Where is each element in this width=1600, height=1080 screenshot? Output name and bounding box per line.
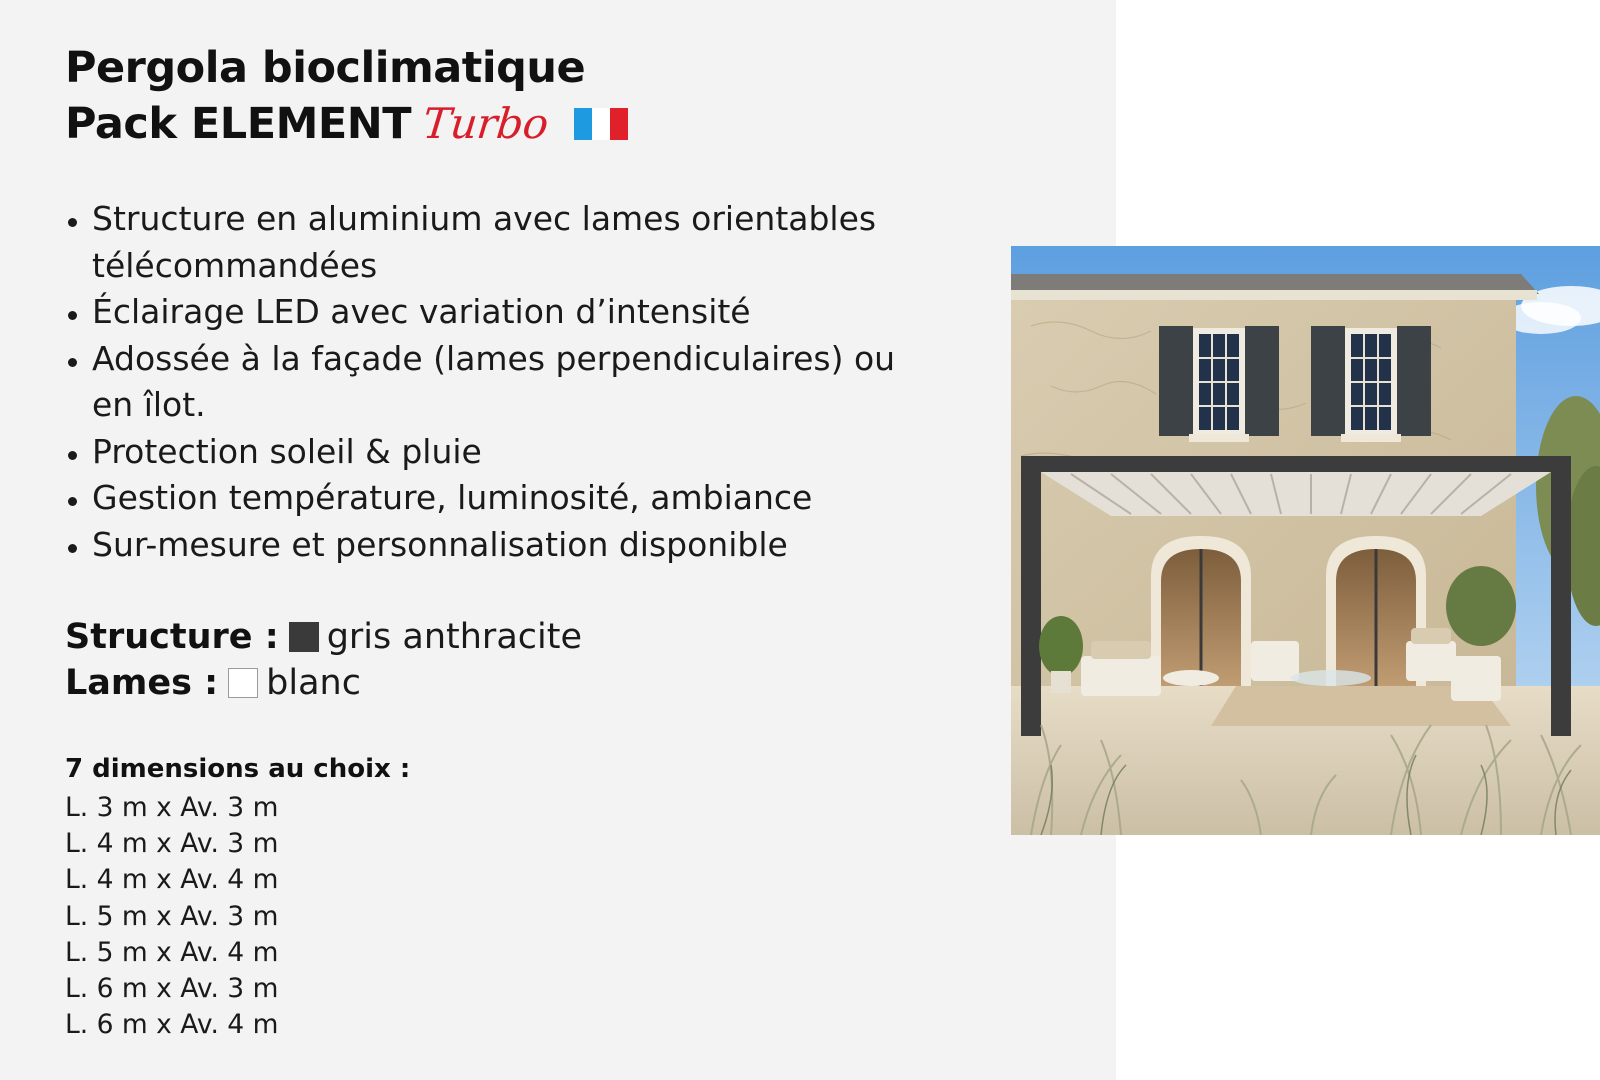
dimension-item: L. 4 m x Av. 3 m bbox=[65, 828, 279, 860]
feature-item: Adossée à la façade (lames perpendiculaires) ou en îlot. bbox=[65, 336, 945, 429]
anthracite-swatch bbox=[289, 622, 319, 652]
feature-item: Éclairage LED avec variation d’intensité bbox=[65, 289, 945, 336]
white-swatch bbox=[228, 668, 258, 698]
dimension-item: L. 3 m x Av. 3 m bbox=[65, 792, 279, 823]
dimension-item: L. 6 m x Av. 3 m bbox=[65, 973, 279, 1005]
feature-item: Protection soleil & pluie bbox=[65, 429, 945, 476]
feature-item: Structure en aluminium avec lames orientables télécommandées bbox=[65, 196, 945, 289]
dimension-item: L. 6 m x Av. 4 m bbox=[65, 1009, 279, 1041]
flag-white-stripe bbox=[592, 108, 610, 140]
lames-label: Lames : bbox=[65, 663, 219, 703]
dimension-item: L. 5 m x Av. 3 m bbox=[65, 900, 279, 932]
feature-item: Gestion température, luminosité, ambiance bbox=[65, 475, 945, 522]
structure-color-value: gris anthracite bbox=[326, 617, 582, 657]
dimensions-list bbox=[65, 790, 410, 1043]
dimensions-section bbox=[65, 752, 410, 1043]
color-options bbox=[65, 614, 582, 706]
title-line-2 bbox=[65, 96, 628, 152]
turbo-logo-text: Turbo bbox=[420, 99, 551, 148]
lames-color-row bbox=[65, 660, 582, 706]
pack-name: Pack ELEMENT bbox=[65, 99, 412, 149]
structure-color-row bbox=[65, 614, 582, 660]
feature-item: Sur-mesure et personnalisation disponible bbox=[65, 522, 945, 569]
dimension-item: L. 4 m x Av. 4 m bbox=[65, 864, 279, 896]
french-flag-icon bbox=[574, 108, 628, 140]
lames-color-value: blanc bbox=[266, 663, 361, 703]
flag-blue-stripe bbox=[574, 108, 592, 140]
flag-red-stripe bbox=[610, 108, 628, 140]
dimension-item: L. 5 m x Av. 4 m bbox=[65, 936, 279, 968]
feature-list bbox=[65, 196, 945, 568]
product-title bbox=[65, 40, 628, 152]
pergola-photo bbox=[1011, 246, 1600, 835]
dimensions-title: 7 dimensions au choix : bbox=[65, 754, 411, 784]
title-line-1: Pergola bioclimatique bbox=[65, 43, 586, 93]
structure-label: Structure : bbox=[65, 617, 279, 657]
